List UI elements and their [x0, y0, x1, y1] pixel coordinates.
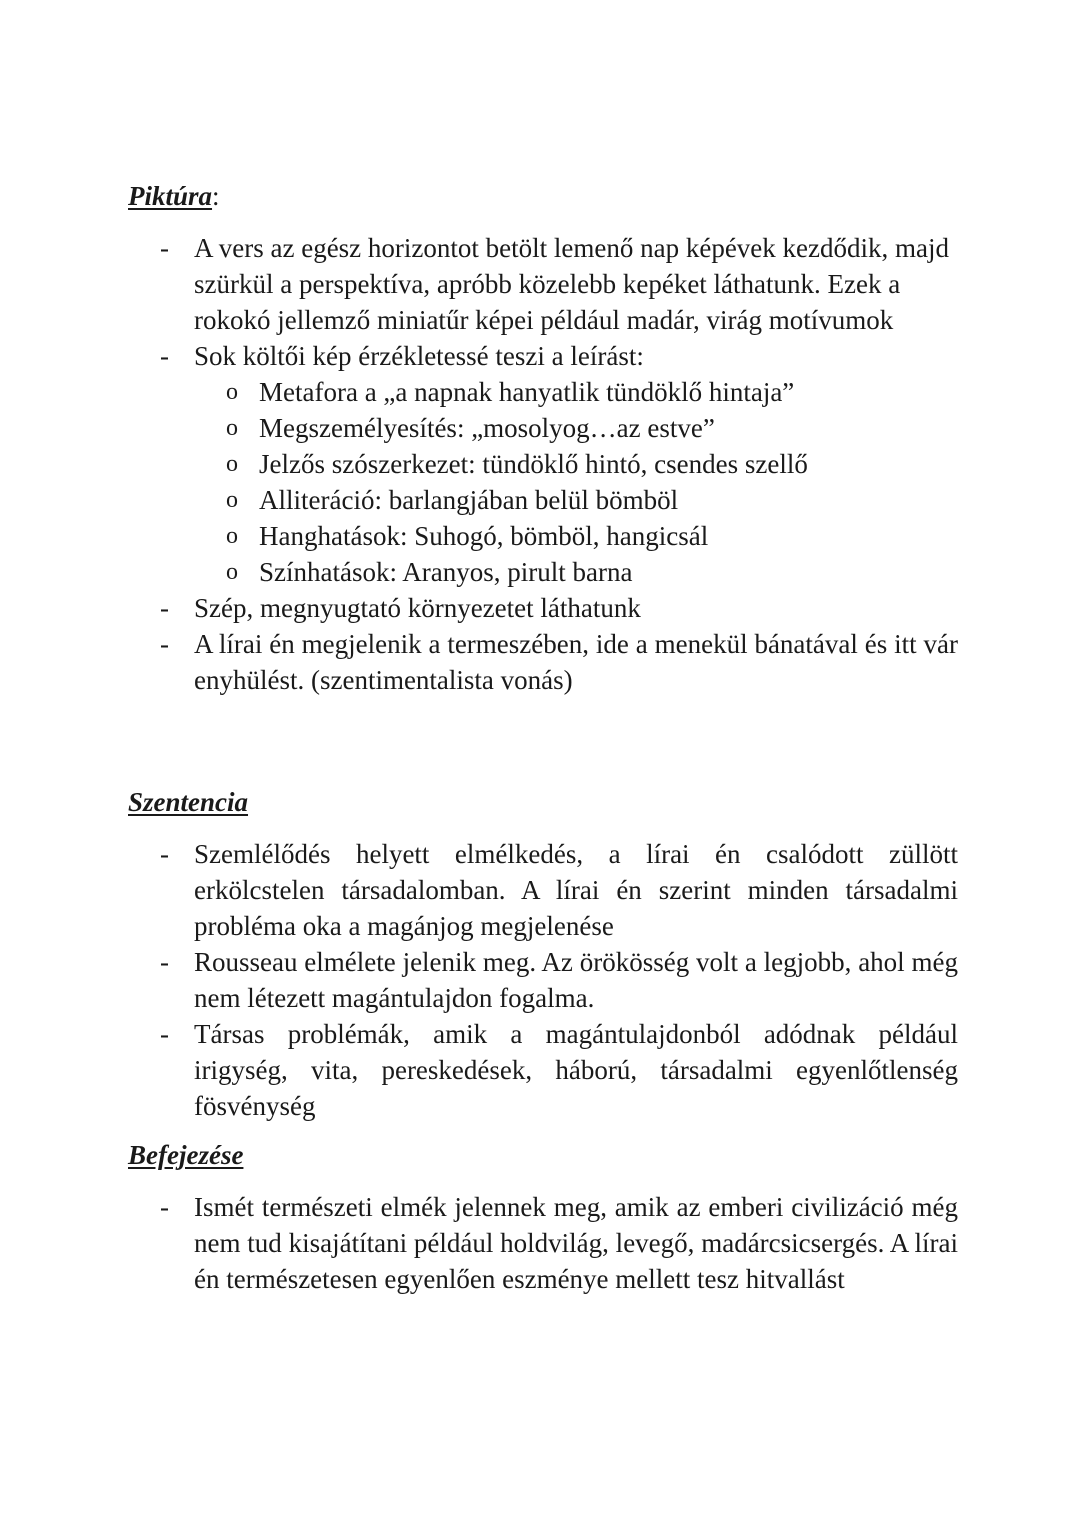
list-item-text: Társas problémák, amik a magántulajdonból adódnak például irigység, vita, pereskedések, háború, társadalmi egyenlőtlenség fösvénység — [194, 1019, 958, 1121]
list-item — [128, 836, 958, 944]
sub-list-item-text: Hanghatások: Suhogó, bömböl, hangicsál — [259, 521, 709, 551]
dash-marker: - — [160, 629, 169, 659]
bullet-list — [128, 836, 958, 1124]
dash-marker: - — [160, 1192, 169, 1222]
list-item-text: A vers az egész horizontot betölt lemenő nap képévek kezdődik, majd szürkül a perspektíva, apróbb közelebb kepéket láthatunk. Ezek a rokokó jellemző miniatűr képei például madár, virág motívumok — [194, 233, 949, 335]
list-item — [128, 944, 958, 1016]
list-item — [128, 626, 958, 698]
circle-marker: o — [226, 415, 238, 441]
sub-list-item-text: Jelzős szószerkezet: tündöklő hintó, csendes szellő — [259, 449, 808, 479]
dash-marker: - — [160, 839, 169, 869]
list-item — [128, 1016, 958, 1124]
list-item-text: Sok költői kép érzékletessé teszi a leírást: — [194, 341, 644, 371]
sub-list-item — [128, 554, 958, 590]
list-item-text: Szép, megnyugtató környezetet láthatunk — [194, 593, 641, 623]
bullet-list — [128, 1189, 958, 1297]
circle-marker: o — [226, 379, 238, 405]
dash-marker: - — [160, 1019, 169, 1049]
heading-colon: : — [212, 181, 220, 211]
heading-text: Szentencia — [128, 787, 249, 817]
dash-marker: - — [160, 233, 169, 263]
dash-marker: - — [160, 593, 169, 623]
bullet-list — [128, 590, 958, 698]
dash-marker: - — [160, 341, 169, 371]
list-item — [128, 1189, 958, 1297]
sub-list-item-text: Alliteráció: barlangjában belül bömböl — [259, 485, 679, 515]
sub-list-item-text: Színhatások: Aranyos, pirult barna — [259, 557, 633, 587]
list-item — [128, 338, 958, 374]
sub-list-item — [128, 374, 958, 410]
dash-marker: - — [160, 947, 169, 977]
sub-list-item — [128, 482, 958, 518]
section-heading — [128, 784, 958, 820]
circle-marker: o — [226, 451, 238, 477]
sub-list-item — [128, 446, 958, 482]
list-item-text: Szemlélődés helyett elmélkedés, a lírai én csalódott züllött erkölcstelen társadalomban. A lírai én szerint minden társadalmi probléma oka a magánjog megjelenése — [194, 839, 958, 941]
list-item-text: A lírai én megjelenik a termeszében, ide a menekül bánatával és itt vár enyhülést. (szentimentalista vonás) — [194, 629, 958, 695]
bullet-list — [128, 230, 958, 374]
section-piktura — [128, 178, 958, 698]
circle-marker: o — [226, 523, 238, 549]
section-befejezese — [128, 1137, 958, 1297]
sub-bullet-list — [128, 374, 958, 590]
section-szentencia — [128, 784, 958, 1124]
section-heading — [128, 1137, 958, 1173]
circle-marker: o — [226, 487, 238, 513]
list-item — [128, 230, 974, 338]
heading-text: Piktúra — [128, 181, 213, 211]
sub-list-item-text: Metafora a „a napnak hanyatlik tündöklő hintaja” — [259, 377, 795, 407]
sub-list-item-text: Megszemélyesítés: „mosolyog…az estve” — [259, 413, 715, 443]
section-heading — [128, 178, 958, 214]
list-item-text: Rousseau elmélete jelenik meg. Az örökösség volt a legjobb, ahol még nem létezett magántulajdon fogalma. — [194, 947, 958, 1013]
heading-text: Befejezése — [128, 1140, 244, 1170]
circle-marker: o — [226, 559, 238, 585]
list-item-text: Ismét természeti elmék jelennek meg, amik az emberi civilizáció még nem tud kisajátítani például holdvilág, levegő, madárcsicsergés. A lírai én természetesen egyenlően eszménye mellett tesz hitvallást — [194, 1192, 958, 1294]
sub-list-item — [128, 518, 958, 554]
list-item — [128, 590, 958, 626]
sub-list-item — [128, 410, 958, 446]
